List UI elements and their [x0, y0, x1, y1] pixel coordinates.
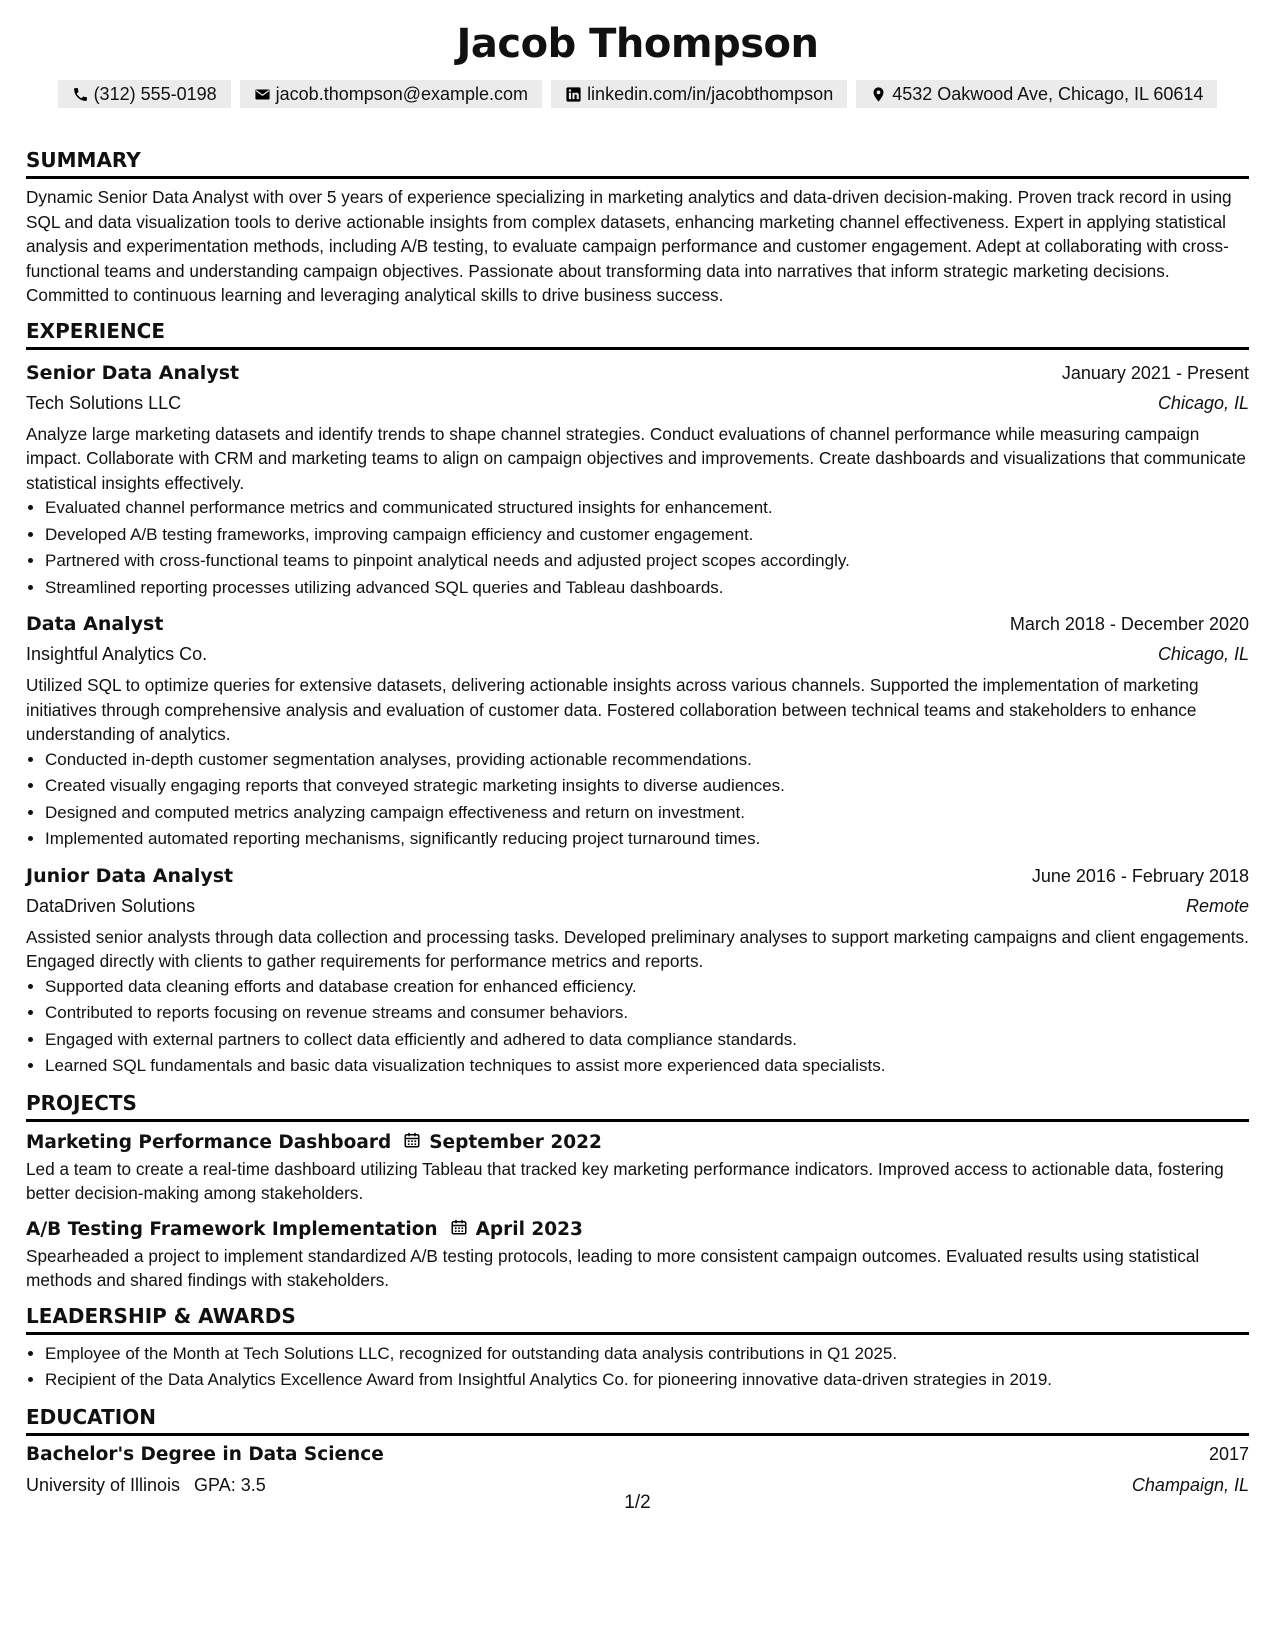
page-number: 1/2	[624, 1492, 651, 1513]
project-date-text: April 2023	[475, 1219, 583, 1240]
contact-linkedin[interactable]	[551, 80, 847, 108]
section-title-summary: SUMMARY	[26, 147, 1249, 179]
education-degree: Bachelor's Degree in Data Science	[26, 1443, 384, 1465]
leadership-section	[26, 1303, 1249, 1394]
project-description: Led a team to create a real-time dashboard utilizing Tableau that tracked key marketing performance indicators. Improved access to actionable data, fostering better decision-making among stakeholders.	[26, 1158, 1224, 1203]
linkedin-icon	[565, 86, 582, 103]
candidate-name: Jacob Thompson	[456, 21, 819, 67]
job-bullet: • Partnered with cross-functional teams to pinpoint analytical needs and adjusted project scopes accordingly.	[45, 548, 1249, 575]
phone-icon	[72, 86, 89, 103]
job-bullet: • Streamlined reporting processes utilizing advanced SQL queries and Tableau dashboards.	[45, 575, 1249, 602]
job-company: Tech Solutions LLC	[26, 392, 182, 413]
job-location: Chicago, IL	[1157, 644, 1249, 664]
job-title: Junior Data Analyst	[26, 864, 234, 887]
job-entry	[26, 861, 1249, 1080]
section-title-education: EDUCATION	[26, 1404, 1249, 1436]
job-dates: March 2018 - December 2020	[1009, 614, 1249, 634]
job-description: Utilized SQL to optimize queries for extensive datasets, delivering actionable insights across various channels. Supported the implementation of marketing initiatives through comprehensive analysis and evaluation of customer data. Fostered collaboration between technical teams and stakeholders to enhance understanding of analytics.	[26, 675, 1199, 744]
job-bullet: • Created visually engaging reports that conveyed strategic marketing insights to diverse audiences.	[45, 773, 1249, 800]
projects-section	[26, 1090, 1249, 1293]
job-bullet: • Evaluated channel performance metrics and communicated structured insights for enhancement.	[45, 495, 1249, 522]
summary-section	[26, 147, 1249, 308]
job-bullets	[26, 974, 1249, 1080]
education-section	[26, 1404, 1249, 1500]
job-bullet: • Contributed to reports focusing on revenue streams and consumer behaviors.	[45, 1000, 1249, 1027]
project-title: Marketing Performance Dashboard	[26, 1131, 392, 1153]
job-description: Analyze large marketing datasets and identify trends to shape channel strategies. Conduct evaluations of channel performance while measuring campaign impact. Collaborate with CRM and marketing teams to align on campaign objectives and improvements. Create dashboards and visualizations that communicate statistical insights effectively.	[26, 423, 1246, 493]
job-dates: January 2021 - Present	[1061, 362, 1249, 383]
job-location: Remote	[1185, 895, 1249, 916]
map-pin-icon	[870, 86, 887, 103]
job-entry	[26, 609, 1249, 853]
project-entry	[26, 1129, 1249, 1206]
project-date-text: September 2022	[429, 1132, 602, 1153]
contact-phone[interactable]	[58, 80, 231, 108]
job-title: Senior Data Analyst	[26, 361, 240, 384]
job-dates: June 2016 - February 2018	[1031, 865, 1249, 886]
project-description: Spearheaded a project to implement standardized A/B testing protocols, leading to more consistent campaign outcomes. Evaluated results using statistical methods and shared findings with stakeholders.	[26, 1245, 1200, 1290]
envelope-icon	[254, 86, 271, 103]
job-bullet: • Engaged with external partners to collect data efficiently and adhered to data compliance standards.	[45, 1027, 1249, 1054]
education-year: 2017	[1208, 1443, 1249, 1464]
project-date	[450, 1218, 583, 1241]
job-title: Data Analyst	[26, 613, 164, 635]
job-bullet: • Designed and computed metrics analyzing campaign effectiveness and return on investment.	[45, 800, 1249, 827]
project-title: A/B Testing Framework Implementation	[26, 1218, 438, 1240]
section-title-projects: PROJECTS	[26, 1090, 1249, 1122]
contact-address	[856, 80, 1217, 108]
contact-email[interactable]	[240, 80, 542, 108]
award-list	[26, 1341, 1249, 1394]
job-location: Chicago, IL	[1157, 392, 1249, 413]
education-institution: University of Illinois	[26, 1474, 181, 1495]
summary-text: Dynamic Senior Data Analyst with over 5 years of experience specializing in marketing analytics and data-driven decision-making. Proven track record in using SQL and data visualization tools to derive actionable insights from complex datasets, enhancing marketing channel effectiveness. Expert in applying statistical analysis and experimentation methods, including A/B testing, to evaluate campaign performance and customer engagement. Adept at collaborating with cross-functional teams and understanding campaign objectives. Passionate about transforming data into narratives that inform strategic marketing decisions. Committed to continuous learning and leveraging analytical skills to drive business success.	[26, 187, 1232, 305]
job-company: Insightful Analytics Co.	[26, 644, 208, 664]
contact-bar	[26, 80, 1249, 108]
project-entry	[26, 1216, 1249, 1293]
contact-address-text: 4532 Oakwood Ave, Chicago, IL 60614	[892, 84, 1204, 104]
experience-section	[26, 318, 1249, 1080]
section-title-leadership: LEADERSHIP & AWARDS	[26, 1303, 1249, 1335]
job-bullet: • Learned SQL fundamentals and basic data visualization techniques to assist more experienced data specialists.	[45, 1053, 1249, 1080]
section-title-experience: EXPERIENCE	[26, 318, 1249, 350]
job-bullet: • Conducted in-depth customer segmentation analyses, providing actionable recommendations.	[45, 747, 1249, 774]
education-location: Champaign, IL	[1131, 1474, 1249, 1495]
job-bullet: • Supported data cleaning efforts and database creation for enhanced efficiency.	[45, 974, 1249, 1001]
job-entry	[26, 358, 1249, 602]
education-gpa: GPA: 3.5	[194, 1474, 266, 1495]
award-item: • Recipient of the Data Analytics Excellence Award from Insightful Analytics Co. for pioneering innovative data-driven strategies in 2019.	[45, 1367, 1249, 1394]
contact-email-text: jacob.thompson@example.com	[275, 84, 529, 104]
contact-linkedin-text: linkedin.com/in/jacobthompson	[587, 84, 834, 104]
contact-phone-text: (312) 555-0198	[93, 84, 217, 104]
calendar-icon	[450, 1218, 468, 1241]
job-bullets	[26, 495, 1249, 601]
project-date	[403, 1131, 602, 1154]
job-company: DataDriven Solutions	[26, 895, 196, 916]
job-bullets	[26, 747, 1249, 853]
job-bullet: • Implemented automated reporting mechanisms, significantly reducing project turnaround times.	[45, 826, 1249, 853]
calendar-icon	[403, 1131, 421, 1154]
award-item: • Employee of the Month at Tech Solutions LLC, recognized for outstanding data analysis contributions in Q1 2025.	[45, 1341, 1249, 1368]
job-bullet: • Developed A/B testing frameworks, improving campaign efficiency and customer engagement.	[45, 522, 1249, 549]
job-description: Assisted senior analysts through data collection and processing tasks. Developed preliminary analyses to support marketing campaigns and client engagements. Engaged directly with clients to gather requirements for performance metrics and reports.	[26, 926, 1249, 971]
resume-page	[26, 18, 1249, 1500]
